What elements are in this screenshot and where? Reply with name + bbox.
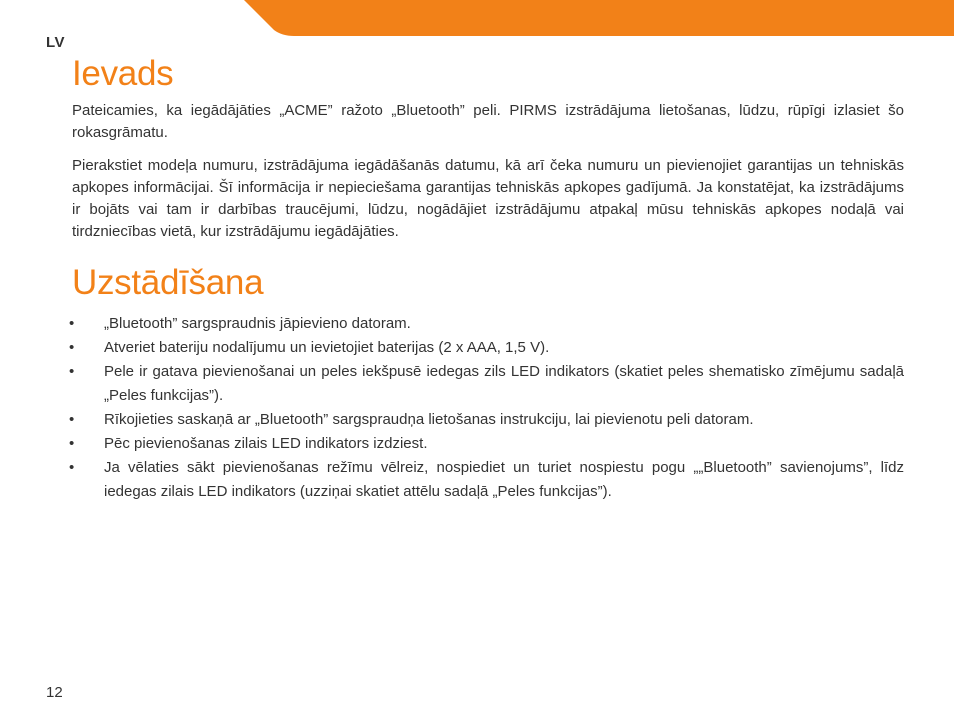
list-item: [69, 336, 904, 360]
language-code: LV: [46, 34, 66, 51]
bullet-icon: •: [69, 435, 75, 452]
list-item-text: Pele ir gatava pievienošanai un peles iekšpusē iedegas zils LED indikators (skatiet peles shematisko zīmējumu sadaļā „Peles funkcijas”).: [104, 363, 904, 404]
intro-section: [72, 52, 904, 243]
intro-paragraph-1: Pateicamies, ka iegādājāties „ACME” ražoto „Bluetooth” peli. PIRMS izstrādājuma lietošanas, lūdzu, rūpīgi izlasiet šo rokasgrāmatu.: [72, 102, 904, 141]
bullet-icon: •: [69, 411, 75, 428]
header-accent-bar: [0, 0, 954, 36]
setup-steps-list: [69, 312, 904, 504]
bullet-icon: •: [69, 363, 75, 380]
setup-heading: Uzstādīšana: [72, 263, 264, 302]
list-item-text: „Bluetooth” sargspraudnis jāpievieno datoram.: [104, 315, 411, 332]
bullet-icon: •: [69, 339, 75, 356]
list-item-text: Ja vēlaties sākt pievienošanas režīmu vēlreiz, nospiediet un turiet nospiestu pogu „„Bluetooth” savienojums”, līdz iedegas zilais LED indikators (uzziņai skatiet attēlu sadaļā „Peles funkcijas”).: [104, 459, 904, 500]
list-item-text: Rīkojieties saskaņā ar „Bluetooth” sargspraudņa lietošanas instrukciju, lai pievienotu peli datoram.: [104, 411, 754, 428]
page-content: [69, 52, 904, 504]
list-item: [69, 408, 904, 432]
list-item-text: Pēc pievienošanas zilais LED indikators izdziest.: [104, 435, 428, 452]
bullet-icon: •: [69, 315, 75, 332]
page-number: 12: [46, 684, 63, 701]
list-item: [69, 432, 904, 456]
list-item: [69, 456, 904, 504]
setup-section: [69, 261, 904, 504]
list-item-text: Atveriet bateriju nodalījumu un ievietojiet baterijas (2 x AAA, 1,5 V).: [104, 339, 550, 356]
list-item: [69, 360, 904, 408]
list-item: [69, 312, 904, 336]
intro-paragraph-2: Pierakstiet modeļa numuru, izstrādājuma iegādāšanās datumu, kā arī čeka numuru un pievienojiet garantijas un tehniskās apkopes informācijai. Šī informācija ir nepieciešama garantijas tehniskās apkopes gadījumā. Ja konstatējat, ka izstrādājums ir bojāts vai tam ir darbības traucējumi, lūdzu, nogādājiet izstrādājumu atpakaļ mūsu tehniskās apkopes nodaļā vai tirdzniecības vietā, kur izstrādājumu iegādājāties.: [72, 157, 904, 240]
intro-heading: Ievads: [72, 54, 174, 93]
bullet-icon: •: [69, 459, 75, 476]
